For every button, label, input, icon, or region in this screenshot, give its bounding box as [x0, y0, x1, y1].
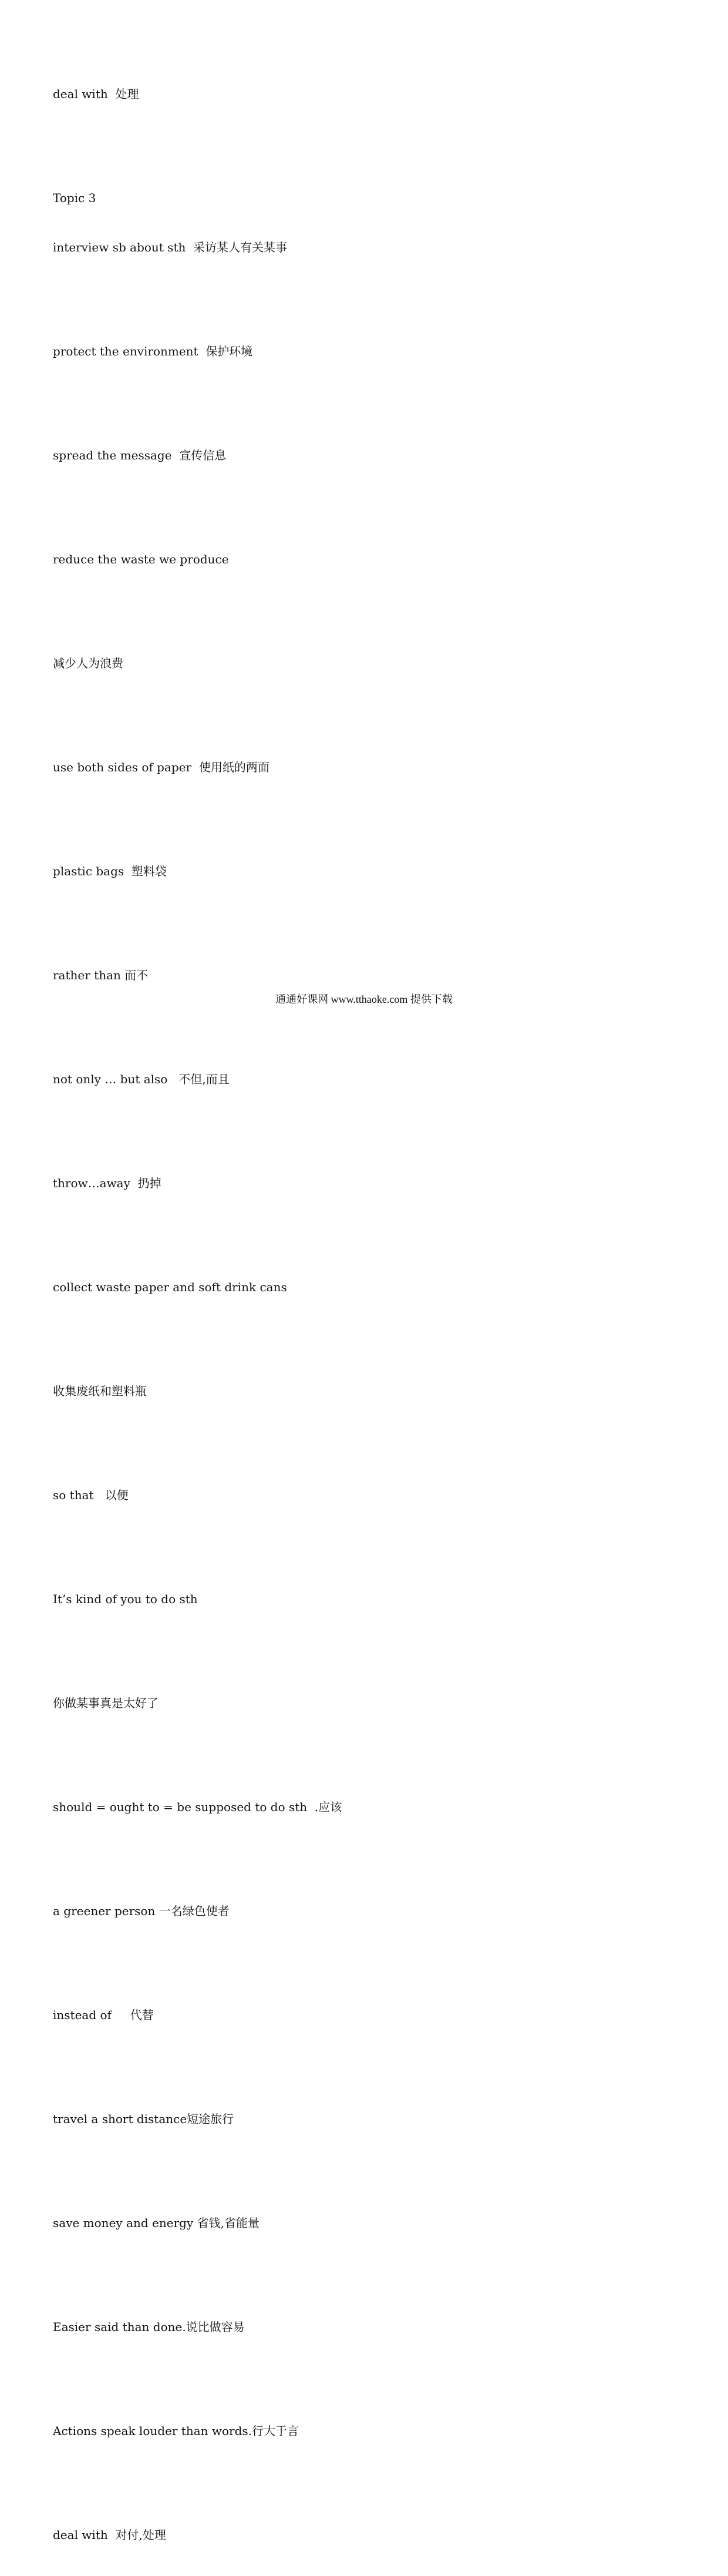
list-item: so that 以便 [53, 1488, 129, 1502]
list-item: travel a short distance短途旅行 [53, 2112, 234, 2126]
spacer [53, 600, 675, 622]
section-heading: Topic 3 [53, 191, 96, 205]
list-item: plastic bags 塑料袋 [53, 864, 167, 878]
spacer [53, 1432, 675, 1454]
spacer [53, 2056, 675, 2078]
spacer [53, 1848, 675, 1870]
spacer [53, 2472, 675, 2494]
list-item: interview sb about sth 采访某人有关某事 [53, 240, 288, 254]
spacer [53, 1640, 675, 1662]
spacer [53, 704, 675, 726]
list-item: use both sides of paper 使用纸的两面 [53, 760, 269, 774]
spacer [53, 1016, 675, 1038]
spacer [53, 496, 675, 518]
list-item: deal with 处理 [53, 87, 139, 101]
list-item: not only … but also 不但,而且 [53, 1072, 230, 1086]
list-item: Actions speak louder than words.行大于言 [53, 2424, 299, 2438]
list-item: reduce the waste we produce [53, 552, 229, 566]
list-item: 你做某事真是太好了 [53, 1696, 159, 1710]
spacer [53, 1952, 675, 1974]
spacer [53, 1328, 675, 1350]
spacer [53, 288, 675, 310]
list-item: Easier said than done.说比做容易 [53, 2320, 245, 2334]
list-item: rather than 而不 [53, 968, 149, 982]
list-item: 收集废纸和塑料瓶 [53, 1384, 147, 1398]
list-item: spread the message 宣传信息 [53, 448, 227, 462]
list-item: instead of 代替 [53, 2008, 154, 2022]
spacer [53, 808, 675, 830]
list-item: a greener person 一名绿色使者 [53, 1904, 230, 1918]
spacer [53, 1536, 675, 1558]
page-footer: 通通好课网 www.tthaoke.com 提供下载 [275, 993, 453, 1005]
list-item: collect waste paper and soft drink cans [53, 1280, 287, 1294]
spacer [53, 1744, 675, 1766]
vocabulary-list [53, 53, 675, 2576]
list-item: throw…away 扔掉 [53, 1176, 161, 1190]
list-item: 减少人为浪费 [53, 656, 123, 670]
spacer [53, 135, 675, 157]
spacer [53, 1120, 675, 1142]
spacer [53, 2160, 675, 2182]
spacer [53, 2264, 675, 2286]
list-item: protect the environment 保护环境 [53, 344, 253, 358]
spacer [53, 1224, 675, 1246]
list-item: should = ought to = be supposed to do sth .应该 [53, 1800, 342, 1814]
list-item: save money and energy 省钱,省能量 [53, 2216, 259, 2230]
spacer [53, 912, 675, 934]
spacer [53, 2368, 675, 2390]
spacer [53, 392, 675, 414]
list-item: It’s kind of you to do sth [53, 1592, 198, 1606]
list-item: deal with 对付,处理 [53, 2528, 166, 2542]
